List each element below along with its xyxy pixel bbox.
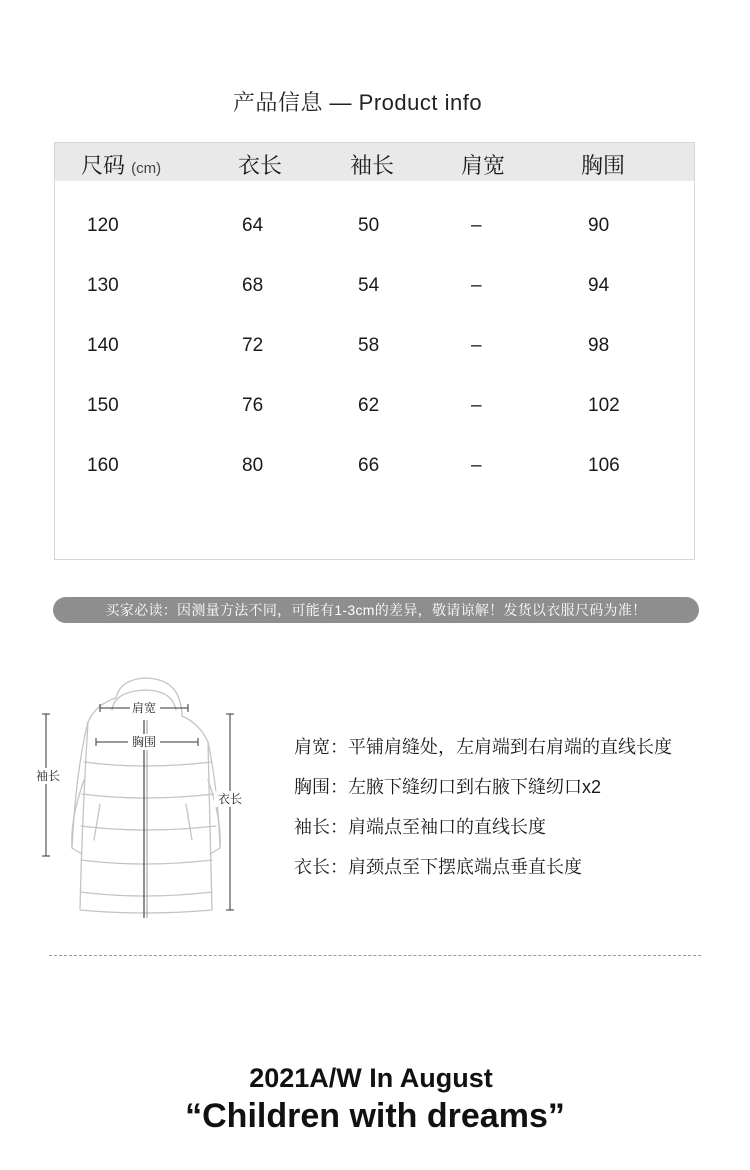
diagram-shoulder-label: 肩宽 [131,701,157,715]
definition-sleeve: 袖长：肩端点至袖口的直线长度 [294,817,546,837]
table-row [55,455,694,485]
slogan-season: 2021A/W In August [249,1063,493,1093]
cell-shoulder: – [471,335,482,356]
header-size-unit: (cm) [131,160,162,177]
slogan-tagline: “Children with dreams” [185,1097,565,1135]
header-sleeve: 袖长 [350,153,395,178]
table-row [55,275,694,305]
definition-length: 衣长：肩颈点至下摆底端点垂直长度 [294,857,582,877]
cell-length: 76 [242,395,264,416]
header-size-label: 尺码 [81,153,126,178]
cell-sleeve: 50 [358,215,380,236]
cell-size: 160 [87,455,119,476]
size-table [54,142,695,560]
cell-size: 150 [87,395,119,416]
cell-length: 64 [242,215,264,236]
cell-shoulder: – [471,275,482,296]
cell-size: 140 [87,335,119,356]
table-row [55,215,694,245]
header-shoulder: 肩宽 [461,153,506,178]
coat-outline-icon [24,670,254,930]
cell-chest: 98 [588,335,610,356]
header-size [81,149,161,180]
diagram-chest-label: 胸围 [131,735,157,749]
cell-length: 72 [242,335,264,356]
definition-chest: 胸围：左腋下缝纫口到右腋下缝纫口x2 [294,777,602,797]
cell-length: 68 [242,275,264,296]
cell-chest: 90 [588,215,610,236]
definition-shoulder: 肩宽：平铺肩缝处，左肩端到右肩端的直线长度 [294,737,672,757]
header-length: 衣长 [238,153,283,178]
cell-size: 120 [87,215,119,236]
diagram-sleeve-label: 袖长 [35,769,61,783]
cell-shoulder: – [471,455,482,476]
cell-shoulder: – [471,215,482,236]
dashed-divider [49,955,701,956]
cell-shoulder: – [471,395,482,416]
measurement-definitions [294,733,672,893]
cell-size: 130 [87,275,119,296]
table-row [55,395,694,425]
table-row [55,335,694,365]
cell-chest: 94 [588,275,610,296]
cell-sleeve: 62 [358,395,380,416]
page-title: 产品信息 — Product info [232,90,483,115]
cell-length: 80 [242,455,264,476]
diagram-length-label: 衣长 [217,792,243,806]
buyer-notice-banner: 买家必读：因测量方法不同，可能有1-3cm的差异，敬请谅解！发货以衣服尺码为准！ [53,597,699,623]
table-header [55,143,694,181]
header-chest: 胸围 [581,153,626,178]
coat-measurement-diagram [24,670,254,930]
cell-chest: 106 [588,455,620,476]
cell-sleeve: 66 [358,455,380,476]
cell-sleeve: 58 [358,335,380,356]
cell-chest: 102 [588,395,620,416]
cell-sleeve: 54 [358,275,380,296]
